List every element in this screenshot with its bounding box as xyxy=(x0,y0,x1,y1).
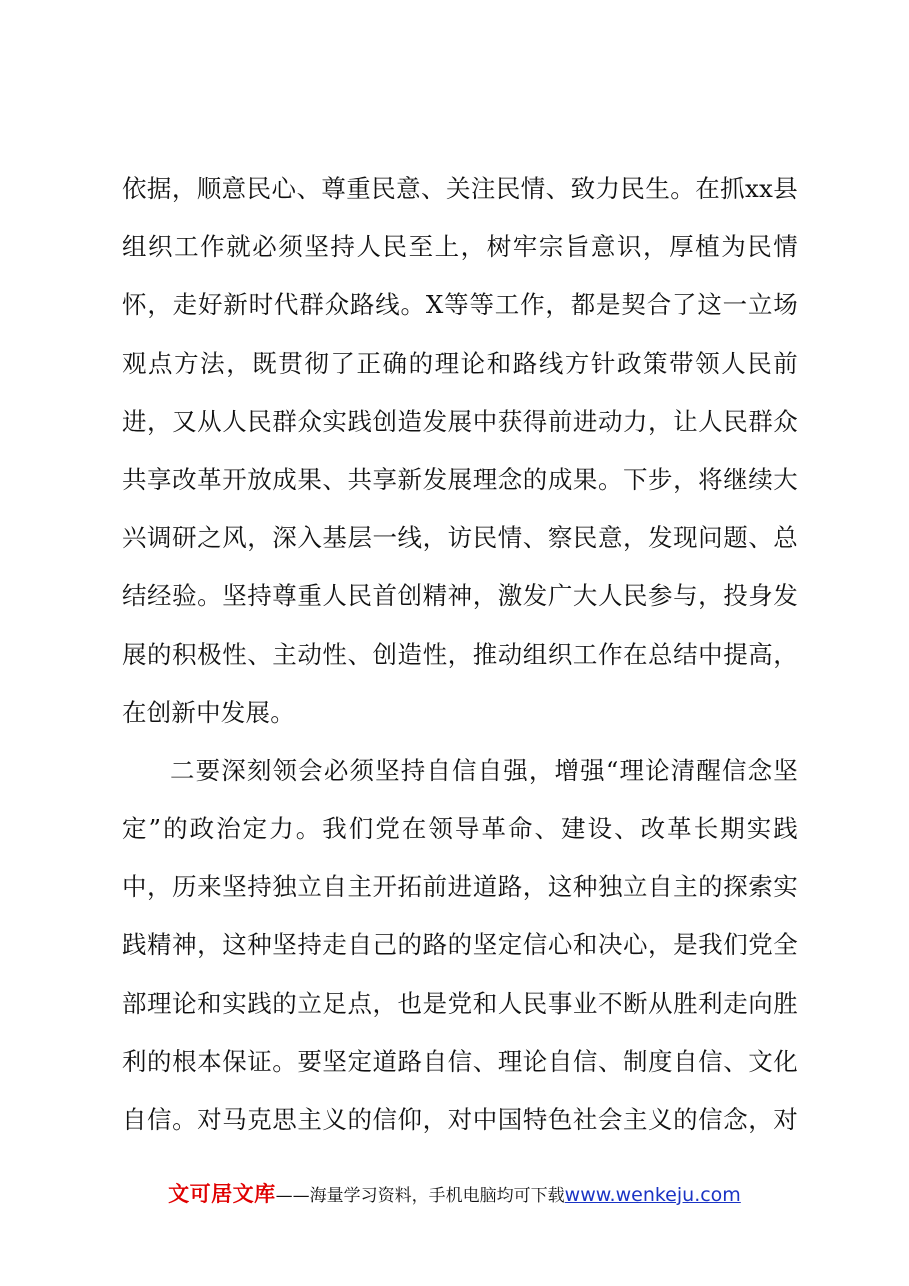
text-line-3: 怀，走好新时代群众路线。X等等工作，都是契合了这一立场 xyxy=(122,290,798,320)
text-line-7: 兴调研之风，深入基层一线，访民情、察民意，发现问题、总 xyxy=(122,523,798,553)
text-line-16: 利的根本保证。要坚定道路自信、理论自信、制度自信、文化 xyxy=(122,1046,798,1076)
text-line-8: 结经验。坚持尊重人民首创精神，激发广大人民参与，投身发 xyxy=(122,581,798,611)
text-line-1: 依据，顺意民心、尊重民意、关注民情、致力民生。在抓xx县 xyxy=(122,174,798,203)
text-line-13: 中，历来坚持独立自主开拓前进道路，这种独立自主的探索实 xyxy=(122,872,798,902)
footer-brand: 文可居文库 xyxy=(168,1182,276,1206)
document-body xyxy=(122,160,798,1149)
text-line-10: 在创新中发展。 xyxy=(122,697,295,727)
text-line-9: 展的积极性、主动性、创造性，推动组织工作在总结中提高， xyxy=(122,639,798,669)
footer-banner xyxy=(0,1178,909,1214)
text-line-14: 践精神，这种坚持走自己的路的坚定信心和决心，是我们党全 xyxy=(122,930,798,960)
text-line-17: 自信。对马克思主义的信仰，对中国特色社会主义的信念，对 xyxy=(122,1105,798,1134)
footer-slogan: ——海量学习资料，手机电脑均可下载 xyxy=(275,1186,565,1206)
text-line-6: 共享改革开放成果、共享新发展理念的成果。下步，将继续大 xyxy=(122,464,798,494)
text-line-11: 二要深刻领会必须坚持自信自强，增强“理论清醒信念坚 xyxy=(170,755,798,785)
text-line-5: 进，又从人民群众实践创造发展中获得前进动力，让人民群众 xyxy=(122,406,798,436)
text-line-2: 组织工作就必须坚持人民至上，树牢宗旨意识，厚植为民情 xyxy=(122,232,798,262)
text-line-4: 观点方法，既贯彻了正确的理论和路线方针政策带领人民前 xyxy=(122,348,798,378)
footer-website-link[interactable]: www.wenkeju.com xyxy=(564,1184,741,1206)
text-line-15: 部理论和实践的立足点，也是党和人民事业不断从胜利走向胜 xyxy=(122,988,798,1018)
text-line-12: 定”的政治定力。我们党在领导革命、建设、改革长期实践 xyxy=(122,814,798,844)
